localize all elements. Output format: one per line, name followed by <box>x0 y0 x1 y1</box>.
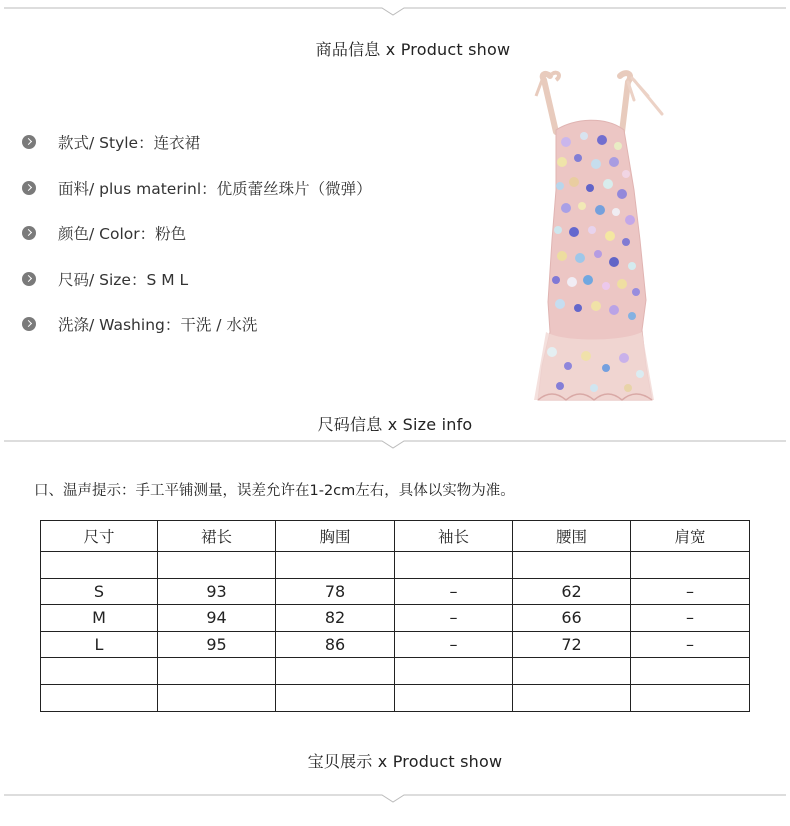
table-cell: 94 <box>158 605 276 632</box>
header-cell: 肩宽 <box>631 521 750 552</box>
product-info-title: 商品信息 x Product show <box>315 40 511 59</box>
table-cell <box>631 552 750 579</box>
table-cell: M <box>41 605 158 632</box>
table-cell: 95 <box>158 631 276 658</box>
chevron-right-icon <box>22 226 36 240</box>
table-cell: 82 <box>276 605 395 632</box>
table-cell: 62 <box>513 578 631 605</box>
table-cell: 66 <box>513 605 631 632</box>
table-cell: 78 <box>276 578 395 605</box>
product-image <box>522 70 678 404</box>
table-row <box>41 631 750 658</box>
chevron-right-icon <box>22 181 36 195</box>
table-cell: S <box>41 578 158 605</box>
table-row <box>41 552 750 579</box>
table-cell: – <box>395 631 513 658</box>
bottom-divider <box>4 790 786 804</box>
spec-item-color <box>22 223 372 243</box>
table-cell <box>158 552 276 579</box>
table-cell: 72 <box>513 631 631 658</box>
table-header-row <box>41 521 750 552</box>
table-cell <box>158 684 276 711</box>
spec-item-style <box>22 132 372 152</box>
table-cell: – <box>631 578 750 605</box>
table-row <box>41 658 750 685</box>
table-cell <box>276 552 395 579</box>
table-row <box>41 605 750 632</box>
table-cell <box>631 684 750 711</box>
table-cell <box>395 684 513 711</box>
dress-illustration <box>522 70 678 404</box>
spec-label: 洗涤/ Washing：干洗 / 水洗 <box>58 316 258 334</box>
table-cell <box>158 658 276 685</box>
spec-label: 颜色/ Color：粉色 <box>58 225 187 243</box>
header-cell: 裙长 <box>158 521 276 552</box>
table-cell <box>41 552 158 579</box>
spec-list <box>22 132 372 360</box>
spec-label: 面料/ plus materinl：优质蕾丝珠片（微弹） <box>58 179 372 198</box>
header-cell: 腰围 <box>513 521 631 552</box>
top-divider <box>4 2 786 16</box>
table-row <box>41 684 750 711</box>
table-cell: 86 <box>276 631 395 658</box>
table-cell <box>395 552 513 579</box>
header-cell: 袖长 <box>395 521 513 552</box>
size-info-title: 尺码信息 x Size info <box>317 415 473 434</box>
table-cell <box>395 658 513 685</box>
table-cell: L <box>41 631 158 658</box>
table-cell <box>276 684 395 711</box>
header-cell: 尺寸 <box>41 521 158 552</box>
spec-item-washing <box>22 314 372 334</box>
table-cell <box>631 658 750 685</box>
header-cell: 胸围 <box>276 521 395 552</box>
size-table <box>40 520 750 712</box>
spec-label: 尺码/ Size：S M L <box>58 270 189 289</box>
chevron-right-icon <box>22 135 36 149</box>
table-cell <box>41 658 158 685</box>
table-cell: – <box>395 605 513 632</box>
chevron-right-icon <box>22 317 36 331</box>
spec-label: 款式/ Style：连衣裙 <box>58 134 201 152</box>
table-cell: – <box>395 578 513 605</box>
measurement-note: 口、温声提示：手工平铺测量，误差允许在1-2cm左右，具体以实物为准。 <box>34 483 515 499</box>
middle-divider <box>4 436 786 450</box>
spec-item-material <box>22 178 372 198</box>
table-cell <box>276 658 395 685</box>
table-cell <box>513 552 631 579</box>
table-cell: – <box>631 605 750 632</box>
table-cell: – <box>631 631 750 658</box>
table-cell <box>513 684 631 711</box>
table-cell <box>513 658 631 685</box>
table-row <box>41 578 750 605</box>
table-cell <box>41 684 158 711</box>
spec-item-size <box>22 269 372 289</box>
table-cell: 93 <box>158 578 276 605</box>
product-show-title: 宝贝展示 x Product show <box>307 752 503 771</box>
chevron-right-icon <box>22 272 36 286</box>
